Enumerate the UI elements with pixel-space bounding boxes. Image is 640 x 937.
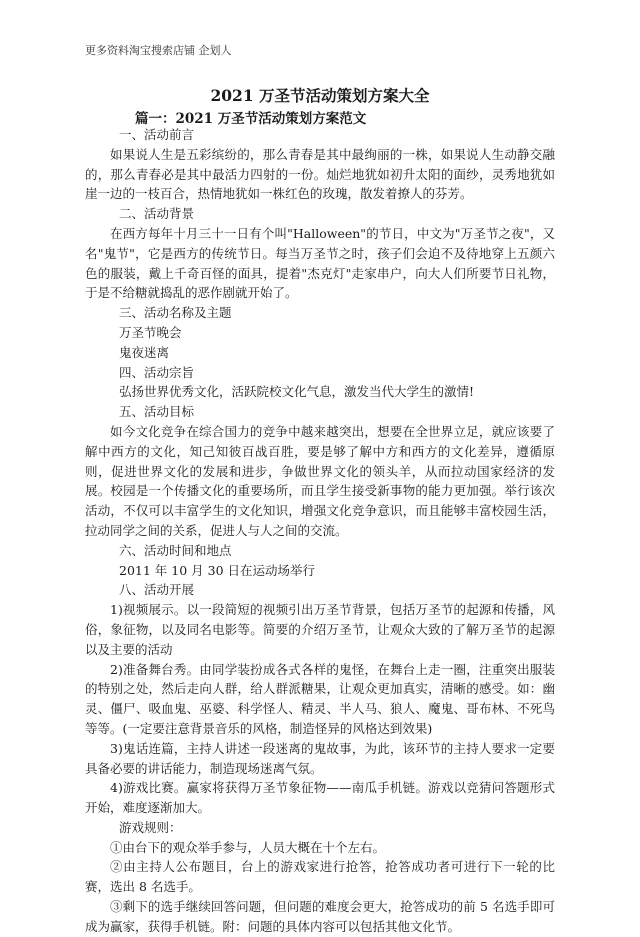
heading-purpose: 四、活动宗旨 [119, 364, 195, 380]
section-subtitle: 篇一：2021 万圣节活动策划方案范文 [135, 111, 367, 127]
activity-item-stage-show: 2)准备舞台秀。由同学装扮成各式各样的鬼怪，在舞台上走一圈，注重突出服装的特别之处，然后走向人群，给人群派糖果，让观众更加真实，清晰的感受。如：幽灵、僵尸、吸血鬼、巫婆、科学怪人、精灵、半人马、狼人、魔鬼、哥布林、不死鸟等等。(一定要注意背景音乐的风格，制造怪异的风格达到效果) [85, 661, 555, 736]
rule-item-3: ③剩下的选手继续回答问题，但问题的难度会更大，抢答成功的前 5 名选手即可成为赢家，获得手机链。附：问题的具体内容可以包括其他文化节。 [85, 899, 555, 934]
paragraph-preface: 如果说人生是五彩缤纷的，那么青春是其中最绚丽的一株，如果说人生动静交融的，那么青春必是其中最活力四射的一份。灿烂地犹如初升太阳的面纱，灵秀地犹如崖一边的一枝百合，热情地犹如一株红色的玫瑰，散发着撩人的芬芳。 [85, 146, 555, 202]
paragraph-purpose: 弘扬世界优秀文化，活跃院校文化气息，激发当代大学生的激情! [119, 384, 475, 400]
activity-item-game: 4)游戏比赛。赢家将获得万圣节象征物——南瓜手机链。游戏以竞猜问答题形式开始，难度逐渐加大。 [85, 780, 555, 816]
heading-activities: 八、活动开展 [119, 582, 195, 598]
event-name: 万圣节晚会 [119, 324, 182, 340]
rule-item-2: ②由主持人公布题目，台上的游戏家进行抢答，抢答成功者可进行下一轮的比赛，选出 8 名选手。 [85, 859, 555, 895]
header-note: 更多资料淘宝搜索店铺 企划人 [85, 44, 232, 57]
document-title: 2021 万圣节活动策划方案大全 [210, 86, 430, 105]
paragraph-background: 在西方每年十月三十一日有个叫"Halloween"的节日，中文为"万圣节之夜"，又名"鬼节"，它是西方的传统节日。每当万圣节之时，孩子们会迫不及待地穿上五颜六色的服装，戴上千奇百怪的面具，提着"杰克灯"走家串户，向大人们所要节日礼物，于是不给糖就捣乱的恶作剧就开始了。 [85, 225, 555, 301]
heading-background: 二、活动背景 [119, 206, 195, 222]
activity-item-ghost-story: 3)鬼话连篇，主持人讲述一段迷离的鬼故事，为此，该环节的主持人要求一定要具备必要的讲话能力，制造现场迷离气氛。 [85, 740, 555, 776]
heading-preface: 一、活动前言 [119, 127, 195, 142]
heading-game-rules: 游戏规则： [119, 819, 182, 835]
heading-time-place: 六、活动时间和地点 [119, 542, 232, 558]
heading-goals: 五、活动目标 [119, 404, 195, 420]
rule-item-1: ①由台下的观众举手参与，人员大概在十个左右。 [110, 839, 386, 855]
heading-name-theme: 三、活动名称及主题 [119, 305, 232, 321]
activity-item-video: 1)视频展示。以一段简短的视频引出万圣节背景，包括万圣节的起源和传播，风俗，象征物，以及同名电影等。简要的介绍万圣节，让观众大致的了解万圣节的起源以及主要的活动 [85, 602, 555, 657]
paragraph-time-place: 2011 年 10 月 30 日在运动场举行 [119, 562, 315, 578]
document-body [85, 125, 555, 937]
paragraph-goals: 如今文化竞争在综合国力的竞争中越来越突出，想要在全世界立足，就应该要了解中西方的文化，知己知彼百战百胜，要是够了解中方和西方的文化差异，遵循原则，促进世界文化的发展和进步，争做世界文化的领头羊，从而拉动国家经济的发展。校园是一个传播文化的重要场所，而且学生接受新事物的能力更加强。举行该次活动，不仅可以丰富学生的文化知识，增强文化竞争意识，而且能够丰富校园生活，拉动同学之间的关系，促进人与人之间的交流。 [85, 423, 555, 538]
event-theme: 鬼夜迷离 [119, 344, 170, 360]
